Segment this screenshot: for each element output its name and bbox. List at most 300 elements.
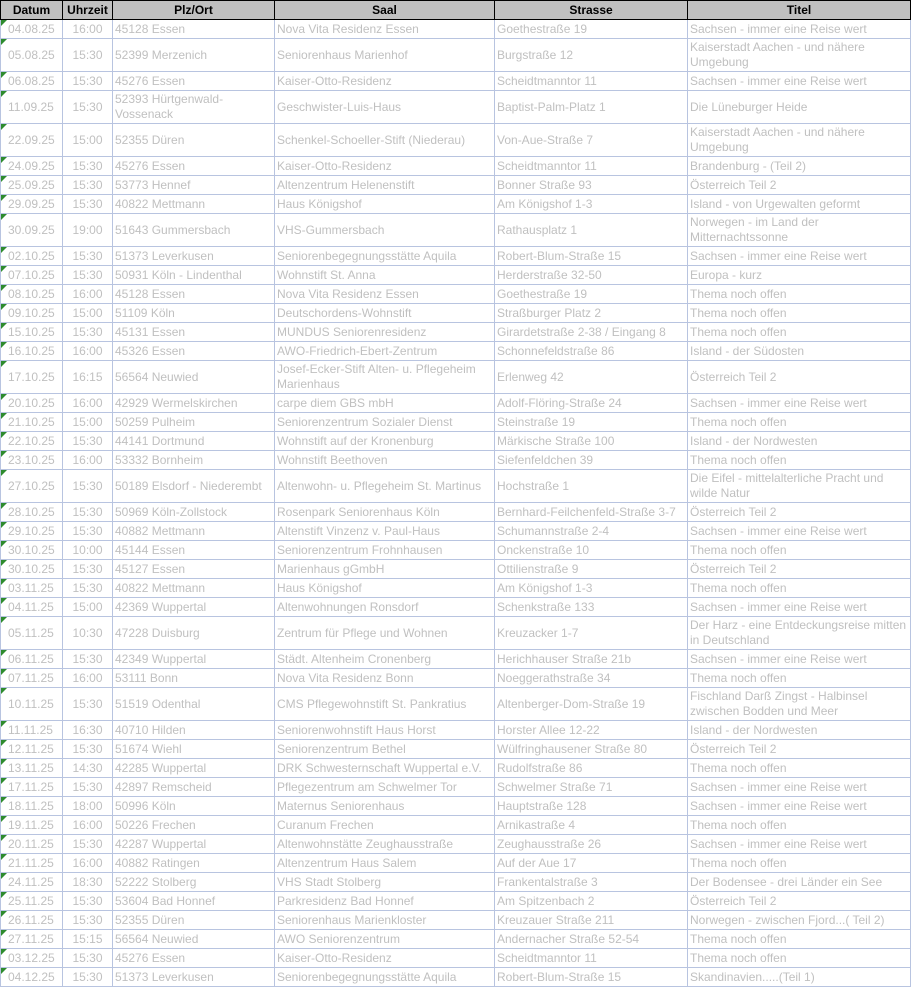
cell-strasse[interactable]: Bernhard-Feilchenfeld-Straße 3-7 — [495, 503, 688, 522]
cell-datum-text: 18.11.25 — [8, 798, 54, 813]
cell-titel[interactable]: Sachsen - immer eine Reise wert — [688, 394, 911, 413]
cell-titel[interactable]: Thema noch offen — [688, 854, 911, 873]
cell-titel[interactable]: Thema noch offen — [688, 816, 911, 835]
cell-plz-ort[interactable]: 47228 Duisburg — [113, 617, 275, 650]
cell-plz-ort[interactable]: 42369 Wuppertal — [113, 598, 275, 617]
cell-strasse[interactable]: Märkische Straße 100 — [495, 432, 688, 451]
cell-strasse[interactable]: Rudolfstraße 86 — [495, 759, 688, 778]
cell-uhrzeit[interactable]: 15:30 — [63, 835, 113, 854]
cell-titel[interactable]: Thema noch offen — [688, 451, 911, 470]
cell-datum[interactable] — [1, 797, 63, 816]
cell-strasse[interactable]: Scheidtmanntor 11 — [495, 72, 688, 91]
cell-datum[interactable] — [1, 72, 63, 91]
cell-datum-text: 04.08.25 — [8, 21, 55, 36]
cell-plz-ort[interactable]: 42287 Wuppertal — [113, 835, 275, 854]
cell-strasse[interactable]: Hochstraße 1 — [495, 470, 688, 503]
cell-titel[interactable]: Der Bodensee - drei Länder ein See — [688, 873, 911, 892]
cell-uhrzeit[interactable]: 16:00 — [63, 451, 113, 470]
cell-strasse[interactable]: Von-Aue-Straße 7 — [495, 124, 688, 157]
cell-strasse[interactable]: Scheidtmanntor 11 — [495, 949, 688, 968]
cell-titel[interactable]: Island - der Nordwesten — [688, 721, 911, 740]
cell-saal[interactable]: CMS Pflegewohnstift St. Pankratius — [275, 688, 495, 721]
cell-titel[interactable]: Island - von Urgewalten geformt — [688, 195, 911, 214]
cell-strasse[interactable]: Schenkstraße 133 — [495, 598, 688, 617]
cell-plz-ort[interactable]: 52222 Stolberg — [113, 873, 275, 892]
cell-datum[interactable] — [1, 617, 63, 650]
cell-saal[interactable]: Seniorenhaus Marienkloster — [275, 911, 495, 930]
cell-uhrzeit[interactable]: 14:30 — [63, 759, 113, 778]
cell-titel[interactable]: Sachsen - immer eine Reise wert — [688, 247, 911, 266]
cell-uhrzeit[interactable]: 15:30 — [63, 91, 113, 124]
table-row — [1, 285, 911, 304]
cell-datum-text: 23.10.25 — [8, 452, 55, 467]
cell-uhrzeit[interactable]: 15:00 — [63, 413, 113, 432]
cell-titel[interactable]: Österreich Teil 2 — [688, 740, 911, 759]
cell-datum-text: 21.10.25 — [8, 414, 55, 429]
cell-saal[interactable]: Nova Vita Residenz Bonn — [275, 669, 495, 688]
cell-saal[interactable]: Kaiser-Otto-Residenz — [275, 157, 495, 176]
cell-saal[interactable]: Josef-Ecker-Stift Alten- u. Pflegeheim Marienhaus — [275, 361, 495, 394]
cell-plz-ort[interactable]: 45144 Essen — [113, 541, 275, 560]
table-row — [1, 778, 911, 797]
cell-strasse[interactable]: Andernacher Straße 52-54 — [495, 930, 688, 949]
cell-uhrzeit[interactable]: 16:00 — [63, 394, 113, 413]
cell-plz-ort[interactable]: 51519 Odenthal — [113, 688, 275, 721]
cell-uhrzeit[interactable]: 16:15 — [63, 361, 113, 394]
cell-plz-ort[interactable]: 42349 Wuppertal — [113, 650, 275, 669]
cell-titel[interactable]: Norwegen - zwischen Fjord...( Teil 2) — [688, 911, 911, 930]
cell-datum[interactable] — [1, 854, 63, 873]
cell-titel[interactable]: Brandenburg - (Teil 2) — [688, 157, 911, 176]
cell-strasse[interactable]: Burgstraße 12 — [495, 39, 688, 72]
cell-uhrzeit[interactable]: 10:30 — [63, 617, 113, 650]
cell-titel[interactable]: Sachsen - immer eine Reise wert — [688, 598, 911, 617]
cell-datum[interactable] — [1, 911, 63, 930]
header-titel[interactable]: Titel — [688, 1, 911, 20]
cell-strasse[interactable]: Herichhauser Straße 21b — [495, 650, 688, 669]
cell-datum[interactable] — [1, 949, 63, 968]
cell-plz-ort[interactable]: 52393 Hürtgenwald-Vossenack — [113, 91, 275, 124]
cell-titel[interactable]: Thema noch offen — [688, 304, 911, 323]
cell-plz-ort[interactable]: 45127 Essen — [113, 560, 275, 579]
cell-datum-text: 05.08.25 — [8, 47, 55, 62]
cell-datum[interactable] — [1, 214, 63, 247]
cell-uhrzeit[interactable]: 15:30 — [63, 892, 113, 911]
comment-indicator-icon — [1, 911, 7, 917]
cell-titel[interactable]: Fischland Darß Zingst - Halbinsel zwischen Bodden und Meer — [688, 688, 911, 721]
cell-saal[interactable]: Wohnstift auf der Kronenburg — [275, 432, 495, 451]
cell-strasse[interactable]: Horster Allee 12-22 — [495, 721, 688, 740]
cell-plz-ort[interactable]: 42285 Wuppertal — [113, 759, 275, 778]
cell-saal[interactable]: Kaiser-Otto-Residenz — [275, 72, 495, 91]
cell-uhrzeit[interactable]: 15:30 — [63, 688, 113, 721]
cell-titel[interactable]: Österreich Teil 2 — [688, 560, 911, 579]
cell-plz-ort[interactable]: 45128 Essen — [113, 285, 275, 304]
cell-saal[interactable]: Rosenpark Seniorenhaus Köln — [275, 503, 495, 522]
comment-indicator-icon — [1, 579, 7, 585]
header-plz-ort[interactable]: Plz/Ort — [113, 1, 275, 20]
cell-saal[interactable]: Seniorenhaus Marienhof — [275, 39, 495, 72]
cell-plz-ort[interactable]: 40882 Mettmann — [113, 522, 275, 541]
cell-plz-ort[interactable]: 45131 Essen — [113, 323, 275, 342]
cell-saal[interactable]: Altenzentrum Haus Salem — [275, 854, 495, 873]
cell-datum[interactable] — [1, 361, 63, 394]
cell-strasse[interactable]: Adolf-Flöring-Straße 24 — [495, 394, 688, 413]
cell-datum[interactable] — [1, 892, 63, 911]
cell-titel[interactable]: Thema noch offen — [688, 285, 911, 304]
comment-indicator-icon — [1, 598, 7, 604]
cell-datum[interactable] — [1, 968, 63, 987]
comment-indicator-icon — [1, 650, 7, 656]
cell-datum[interactable] — [1, 124, 63, 157]
cell-strasse[interactable]: Bonner Straße 93 — [495, 176, 688, 195]
cell-saal[interactable]: Altenwohnstätte Zeughausstraße — [275, 835, 495, 854]
cell-titel[interactable]: Thema noch offen — [688, 669, 911, 688]
cell-strasse[interactable]: Siefenfeldchen 39 — [495, 451, 688, 470]
cell-titel[interactable]: Sachsen - immer eine Reise wert — [688, 522, 911, 541]
cell-titel[interactable]: Kaiserstadt Aachen - und nähere Umgebung — [688, 39, 911, 72]
cell-uhrzeit[interactable]: 15:00 — [63, 304, 113, 323]
cell-datum[interactable] — [1, 342, 63, 361]
cell-strasse[interactable]: Rathausplatz 1 — [495, 214, 688, 247]
cell-saal[interactable]: Altenwohn- u. Pflegeheim St. Martinus — [275, 470, 495, 503]
cell-saal[interactable]: Nova Vita Residenz Essen — [275, 285, 495, 304]
cell-strasse[interactable]: Ottilienstraße 9 — [495, 560, 688, 579]
cell-saal[interactable]: VHS-Gummersbach — [275, 214, 495, 247]
cell-datum[interactable] — [1, 451, 63, 470]
cell-strasse[interactable]: Erlenweg 42 — [495, 361, 688, 394]
cell-datum[interactable] — [1, 930, 63, 949]
cell-strasse[interactable]: Straßburger Platz 2 — [495, 304, 688, 323]
cell-uhrzeit[interactable]: 15:30 — [63, 470, 113, 503]
header-strasse[interactable]: Strasse — [495, 1, 688, 20]
cell-uhrzeit[interactable]: 15:30 — [63, 39, 113, 72]
cell-datum[interactable] — [1, 598, 63, 617]
comment-indicator-icon — [1, 39, 7, 45]
comment-indicator-icon — [1, 740, 7, 746]
cell-strasse[interactable]: Noeggerathstraße 34 — [495, 669, 688, 688]
cell-titel[interactable]: Thema noch offen — [688, 579, 911, 598]
cell-strasse[interactable]: Goethestraße 19 — [495, 285, 688, 304]
cell-saal[interactable]: Zentrum für Pflege und Wohnen — [275, 617, 495, 650]
cell-strasse[interactable]: Am Königshof 1-3 — [495, 579, 688, 598]
cell-uhrzeit[interactable]: 15:30 — [63, 579, 113, 598]
cell-datum[interactable] — [1, 503, 63, 522]
cell-uhrzeit[interactable]: 15:00 — [63, 598, 113, 617]
table-row — [1, 342, 911, 361]
cell-strasse[interactable]: Steinstraße 19 — [495, 413, 688, 432]
cell-datum[interactable] — [1, 688, 63, 721]
cell-uhrzeit[interactable]: 10:00 — [63, 541, 113, 560]
cell-plz-ort[interactable]: 40882 Ratingen — [113, 854, 275, 873]
cell-saal[interactable]: DRK Schwesternschaft Wuppertal e.V. — [275, 759, 495, 778]
cell-uhrzeit[interactable]: 15:30 — [63, 157, 113, 176]
cell-uhrzeit[interactable]: 15:30 — [63, 176, 113, 195]
cell-titel[interactable]: Island - der Südosten — [688, 342, 911, 361]
cell-datum[interactable] — [1, 778, 63, 797]
cell-titel[interactable]: Sachsen - immer eine Reise wert — [688, 797, 911, 816]
cell-datum[interactable] — [1, 304, 63, 323]
cell-strasse[interactable]: Herderstraße 32-50 — [495, 266, 688, 285]
cell-saal[interactable]: MUNDUS Seniorenresidenz — [275, 323, 495, 342]
cell-datum[interactable] — [1, 247, 63, 266]
cell-plz-ort[interactable]: 45276 Essen — [113, 72, 275, 91]
cell-titel[interactable]: Norwegen - im Land der Mitternachtssonne — [688, 214, 911, 247]
cell-datum[interactable] — [1, 413, 63, 432]
cell-plz-ort[interactable]: 51674 Wiehl — [113, 740, 275, 759]
cell-uhrzeit[interactable]: 18:00 — [63, 797, 113, 816]
cell-plz-ort[interactable]: 42897 Remscheid — [113, 778, 275, 797]
cell-saal[interactable]: Seniorenwohnstift Haus Horst — [275, 721, 495, 740]
cell-plz-ort[interactable]: 50189 Elsdorf - Niederembt — [113, 470, 275, 503]
cell-titel[interactable]: Sachsen - immer eine Reise wert — [688, 72, 911, 91]
cell-plz-ort[interactable]: 50226 Frechen — [113, 816, 275, 835]
cell-saal[interactable]: Seniorenzentrum Sozialer Dienst — [275, 413, 495, 432]
cell-saal[interactable]: Pflegezentrum am Schwelmer Tor — [275, 778, 495, 797]
cell-plz-ort[interactable]: 56564 Neuwied — [113, 361, 275, 394]
cell-uhrzeit[interactable]: 15:30 — [63, 949, 113, 968]
cell-plz-ort[interactable]: 52355 Düren — [113, 911, 275, 930]
cell-saal[interactable]: Haus Königshof — [275, 195, 495, 214]
cell-uhrzeit[interactable]: 15:30 — [63, 650, 113, 669]
cell-saal[interactable]: Wohnstift St. Anna — [275, 266, 495, 285]
cell-saal[interactable]: Seniorenzentrum Bethel — [275, 740, 495, 759]
cell-uhrzeit[interactable]: 15:30 — [63, 195, 113, 214]
table-row — [1, 759, 911, 778]
cell-saal[interactable]: Wohnstift Beethoven — [275, 451, 495, 470]
cell-plz-ort[interactable]: 50931 Köln - Lindenthal — [113, 266, 275, 285]
cell-datum[interactable] — [1, 176, 63, 195]
cell-saal[interactable]: Nova Vita Residenz Essen — [275, 20, 495, 39]
comment-indicator-icon — [1, 835, 7, 841]
cell-titel[interactable]: Österreich Teil 2 — [688, 361, 911, 394]
header-datum[interactable]: Datum — [1, 1, 63, 20]
cell-datum[interactable] — [1, 157, 63, 176]
cell-saal[interactable]: AWO-Friedrich-Ebert-Zentrum — [275, 342, 495, 361]
cell-uhrzeit[interactable]: 16:30 — [63, 721, 113, 740]
cell-titel[interactable]: Der Harz - eine Entdeckungsreise mitten in Deutschland — [688, 617, 911, 650]
cell-plz-ort[interactable]: 53604 Bad Honnef — [113, 892, 275, 911]
cell-saal[interactable]: carpe diem GBS mbH — [275, 394, 495, 413]
cell-uhrzeit[interactable]: 16:00 — [63, 816, 113, 835]
cell-saal[interactable]: Altenwohnungen Ronsdorf — [275, 598, 495, 617]
cell-uhrzeit[interactable]: 15:30 — [63, 323, 113, 342]
cell-datum[interactable] — [1, 432, 63, 451]
cell-titel[interactable]: Skandinavien.....(Teil 1) — [688, 968, 911, 987]
cell-datum[interactable] — [1, 323, 63, 342]
cell-plz-ort[interactable]: 53773 Hennef — [113, 176, 275, 195]
cell-strasse[interactable]: Arnikastraße 4 — [495, 816, 688, 835]
cell-strasse[interactable]: Kreuzacker 1-7 — [495, 617, 688, 650]
cell-saal[interactable]: AWO Seniorenzentrum — [275, 930, 495, 949]
cell-saal[interactable]: Kaiser-Otto-Residenz — [275, 949, 495, 968]
cell-plz-ort[interactable]: 50996 Köln — [113, 797, 275, 816]
cell-saal[interactable]: Deutschordens-Wohnstift — [275, 304, 495, 323]
cell-plz-ort[interactable]: 51109 Köln — [113, 304, 275, 323]
cell-saal[interactable]: Seniorenbegegnungsstätte Aquila — [275, 247, 495, 266]
cell-saal[interactable]: Altenzentrum Helenenstift — [275, 176, 495, 195]
cell-plz-ort[interactable]: 45326 Essen — [113, 342, 275, 361]
cell-datum[interactable] — [1, 522, 63, 541]
cell-strasse[interactable]: Schwelmer Straße 71 — [495, 778, 688, 797]
cell-titel[interactable]: Thema noch offen — [688, 541, 911, 560]
cell-datum[interactable] — [1, 195, 63, 214]
cell-datum[interactable] — [1, 759, 63, 778]
cell-titel[interactable]: Die Eifel - mittelalterliche Pracht und wilde Natur — [688, 470, 911, 503]
cell-datum-text: 25.11.25 — [8, 893, 54, 908]
cell-uhrzeit[interactable]: 15:30 — [63, 740, 113, 759]
comment-indicator-icon — [1, 522, 7, 528]
cell-uhrzeit[interactable]: 16:00 — [63, 669, 113, 688]
cell-strasse[interactable]: Auf der Aue 17 — [495, 854, 688, 873]
cell-datum[interactable] — [1, 470, 63, 503]
cell-datum[interactable] — [1, 560, 63, 579]
cell-datum[interactable] — [1, 669, 63, 688]
cell-datum[interactable] — [1, 740, 63, 759]
cell-strasse[interactable]: Hauptstraße 128 — [495, 797, 688, 816]
cell-datum[interactable] — [1, 394, 63, 413]
cell-plz-ort[interactable]: 45276 Essen — [113, 949, 275, 968]
cell-uhrzeit[interactable]: 19:00 — [63, 214, 113, 247]
cell-plz-ort[interactable]: 51643 Gummersbach — [113, 214, 275, 247]
cell-strasse[interactable]: Am Spitzenbach 2 — [495, 892, 688, 911]
cell-plz-ort[interactable]: 53332 Bornheim — [113, 451, 275, 470]
cell-plz-ort[interactable]: 51373 Leverkusen — [113, 247, 275, 266]
cell-strasse[interactable]: Schonnefeldstraße 86 — [495, 342, 688, 361]
cell-uhrzeit[interactable]: 15:30 — [63, 522, 113, 541]
cell-uhrzeit[interactable]: 15:30 — [63, 778, 113, 797]
cell-datum[interactable] — [1, 39, 63, 72]
cell-uhrzeit[interactable]: 16:00 — [63, 285, 113, 304]
cell-titel[interactable]: Kaiserstadt Aachen - und nähere Umgebung — [688, 124, 911, 157]
cell-saal[interactable]: VHS Stadt Stolberg — [275, 873, 495, 892]
cell-plz-ort[interactable]: 52399 Merzenich — [113, 39, 275, 72]
cell-strasse[interactable]: Zeughausstraße 26 — [495, 835, 688, 854]
cell-plz-ort[interactable]: 40822 Mettmann — [113, 195, 275, 214]
cell-strasse[interactable]: Goethestraße 19 — [495, 20, 688, 39]
cell-uhrzeit[interactable]: 15:15 — [63, 930, 113, 949]
cell-uhrzeit[interactable]: 18:30 — [63, 873, 113, 892]
cell-saal[interactable]: Altenstift Vinzenz v. Paul-Haus — [275, 522, 495, 541]
cell-datum[interactable] — [1, 873, 63, 892]
cell-datum[interactable] — [1, 91, 63, 124]
cell-uhrzeit[interactable]: 15:30 — [63, 968, 113, 987]
cell-saal[interactable]: Maternus Seniorenhaus — [275, 797, 495, 816]
cell-datum-text: 29.10.25 — [8, 523, 55, 538]
cell-titel[interactable]: Thema noch offen — [688, 930, 911, 949]
cell-strasse[interactable]: Robert-Blum-Straße 15 — [495, 968, 688, 987]
cell-saal[interactable]: Geschwister-Luis-Haus — [275, 91, 495, 124]
cell-strasse[interactable]: Schumannstraße 2-4 — [495, 522, 688, 541]
cell-titel[interactable]: Thema noch offen — [688, 949, 911, 968]
cell-uhrzeit[interactable]: 15:30 — [63, 266, 113, 285]
cell-titel[interactable]: Österreich Teil 2 — [688, 503, 911, 522]
cell-datum-text: 26.11.25 — [8, 912, 54, 927]
cell-plz-ort[interactable]: 44141 Dortmund — [113, 432, 275, 451]
cell-titel[interactable]: Sachsen - immer eine Reise wert — [688, 778, 911, 797]
cell-strasse[interactable]: Baptist-Palm-Platz 1 — [495, 91, 688, 124]
cell-plz-ort[interactable]: 50969 Köln-Zollstock — [113, 503, 275, 522]
cell-strasse[interactable]: Wülfringhausener Straße 80 — [495, 740, 688, 759]
header-saal[interactable]: Saal — [275, 1, 495, 20]
cell-uhrzeit[interactable]: 15:30 — [63, 432, 113, 451]
cell-plz-ort[interactable]: 56564 Neuwied — [113, 930, 275, 949]
cell-saal[interactable]: Schenkel-Schoeller-Stift (Niederau) — [275, 124, 495, 157]
cell-saal[interactable]: Curanum Frechen — [275, 816, 495, 835]
cell-titel[interactable]: Europa - kurz — [688, 266, 911, 285]
cell-plz-ort[interactable]: 52355 Düren — [113, 124, 275, 157]
cell-titel[interactable]: Österreich Teil 2 — [688, 892, 911, 911]
comment-indicator-icon — [1, 304, 7, 310]
cell-strasse[interactable]: Frankentalstraße 3 — [495, 873, 688, 892]
cell-datum[interactable] — [1, 835, 63, 854]
cell-plz-ort[interactable]: 51373 Leverkusen — [113, 968, 275, 987]
cell-datum[interactable] — [1, 285, 63, 304]
cell-strasse[interactable]: Altenberger-Dom-Straße 19 — [495, 688, 688, 721]
cell-plz-ort[interactable]: 50259 Pulheim — [113, 413, 275, 432]
cell-saal[interactable]: Haus Königshof — [275, 579, 495, 598]
cell-titel[interactable]: Sachsen - immer eine Reise wert — [688, 835, 911, 854]
cell-datum[interactable] — [1, 816, 63, 835]
cell-datum[interactable] — [1, 579, 63, 598]
cell-strasse[interactable]: Am Königshof 1-3 — [495, 195, 688, 214]
cell-uhrzeit[interactable]: 15:30 — [63, 72, 113, 91]
cell-titel[interactable]: Die Lüneburger Heide — [688, 91, 911, 124]
cell-plz-ort[interactable]: 45276 Essen — [113, 157, 275, 176]
cell-plz-ort[interactable]: 40710 Hilden — [113, 721, 275, 740]
cell-plz-ort[interactable]: 42929 Wermelskirchen — [113, 394, 275, 413]
cell-saal[interactable]: Parkresidenz Bad Honnef — [275, 892, 495, 911]
cell-uhrzeit[interactable]: 15:00 — [63, 124, 113, 157]
cell-uhrzeit[interactable]: 16:00 — [63, 342, 113, 361]
cell-saal[interactable]: Seniorenzentrum Frohnhausen — [275, 541, 495, 560]
cell-uhrzeit[interactable]: 16:00 — [63, 20, 113, 39]
cell-datum-text: 11.09.25 — [8, 99, 54, 114]
cell-uhrzeit[interactable]: 15:30 — [63, 911, 113, 930]
cell-strasse[interactable]: Scheidtmanntor 11 — [495, 157, 688, 176]
cell-datum[interactable] — [1, 20, 63, 39]
cell-datum[interactable] — [1, 721, 63, 740]
cell-strasse[interactable]: Onckenstraße 10 — [495, 541, 688, 560]
cell-strasse[interactable]: Girardetstraße 2-38 / Eingang 8 — [495, 323, 688, 342]
cell-saal[interactable]: Städt. Altenheim Cronenberg — [275, 650, 495, 669]
cell-uhrzeit[interactable]: 15:30 — [63, 247, 113, 266]
cell-titel[interactable]: Sachsen - immer eine Reise wert — [688, 650, 911, 669]
comment-indicator-icon — [1, 195, 7, 201]
cell-datum[interactable] — [1, 650, 63, 669]
cell-plz-ort[interactable]: 40822 Mettmann — [113, 579, 275, 598]
cell-datum[interactable] — [1, 541, 63, 560]
cell-uhrzeit[interactable]: 15:30 — [63, 560, 113, 579]
header-uhrzeit[interactable]: Uhrzeit — [63, 1, 113, 20]
cell-strasse[interactable]: Kreuzauer Straße 211 — [495, 911, 688, 930]
cell-titel[interactable]: Sachsen - immer eine Reise wert — [688, 20, 911, 39]
cell-datum-text: 03.11.25 — [8, 580, 54, 595]
cell-titel[interactable]: Österreich Teil 2 — [688, 176, 911, 195]
cell-uhrzeit[interactable]: 15:30 — [63, 503, 113, 522]
cell-plz-ort[interactable]: 53111 Bonn — [113, 669, 275, 688]
cell-titel[interactable]: Thema noch offen — [688, 759, 911, 778]
cell-saal[interactable]: Seniorenbegegnungsstätte Aquila — [275, 968, 495, 987]
cell-titel[interactable]: Island - der Nordwesten — [688, 432, 911, 451]
cell-titel[interactable]: Thema noch offen — [688, 323, 911, 342]
cell-uhrzeit[interactable]: 16:00 — [63, 854, 113, 873]
cell-titel[interactable]: Thema noch offen — [688, 413, 911, 432]
cell-plz-ort[interactable]: 45128 Essen — [113, 20, 275, 39]
cell-saal[interactable]: Marienhaus gGmbH — [275, 560, 495, 579]
cell-strasse[interactable]: Robert-Blum-Straße 15 — [495, 247, 688, 266]
cell-datum[interactable] — [1, 266, 63, 285]
